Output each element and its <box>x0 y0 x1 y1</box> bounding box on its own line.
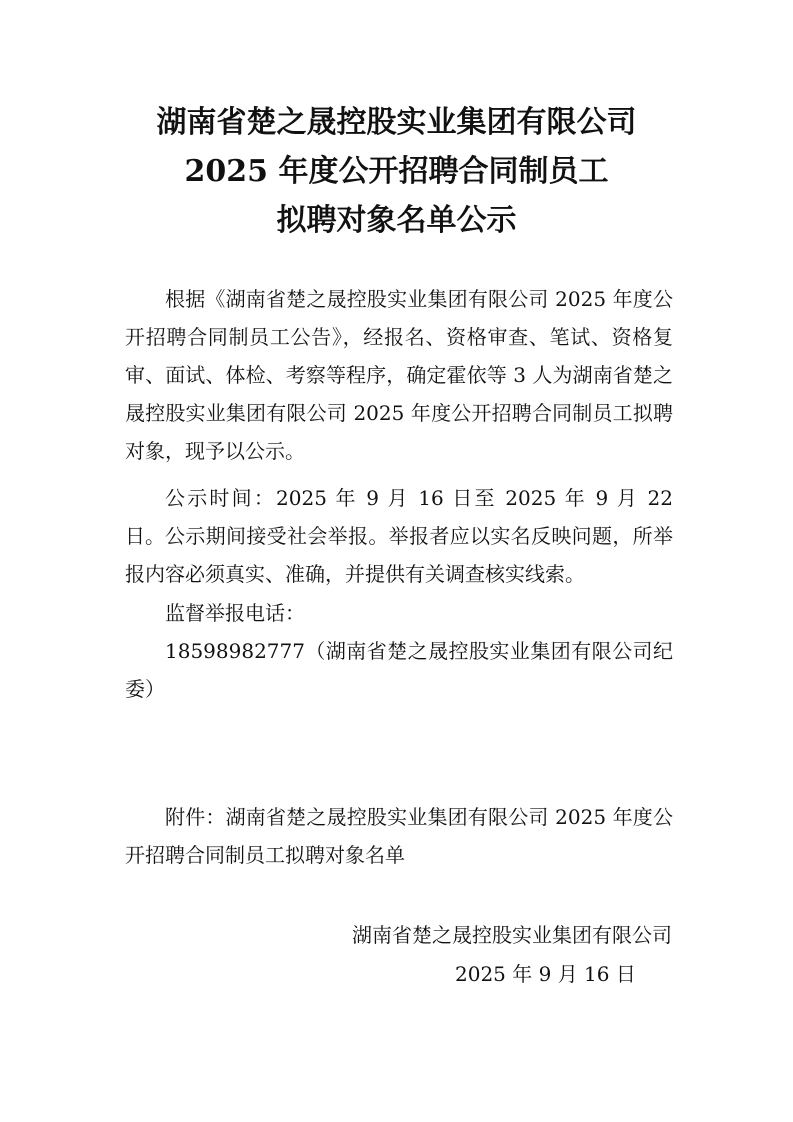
notice-intro-paragraph: 根据《湖南省楚之晟控股实业集团有限公司 2025 年度公开招聘合同制员工公告》，经报名、资格审查、笔试、资格复审、面试、体检、考察等程序，确定霍依等 3 人为湖南省楚之晟控股实业集团有限公司 2025 年度公开招聘合同制员工拟聘对象，现予以公示。 <box>125 287 673 463</box>
hotline-label: 监督举报电话： <box>165 601 305 625</box>
document-title-line-2: 2025 年度公开招聘合同制员工 <box>184 154 609 189</box>
attachment-note: 附件：湖南省楚之晟控股实业集团有限公司 2025 年度公开招聘合同制员工拟聘对象名单 <box>125 805 673 867</box>
document-title-line-3: 拟聘对象名单公示 <box>276 203 517 238</box>
reporting-instructions-paragraph: 公示期间接受社会举报。举报者应以实名反映问题，所举报内容必须真实、准确，并提供有关调查核实线索。 <box>125 524 673 586</box>
publicity-period-paragraph: 公示时间：2025 年 9 月 16 日至 2025 年 9 月 22 日。 <box>125 486 673 548</box>
signature-organization: 湖南省楚之晟控股实业集团有限公司 <box>352 923 672 947</box>
signature-date: 2025 年 9 月 16 日 <box>455 962 636 986</box>
document-title-line-1: 湖南省楚之晟控股实业集团有限公司 <box>156 105 637 140</box>
hotline-number-paragraph: 18598982777（湖南省楚之晟控股实业集团有限公司纪委） <box>125 639 673 701</box>
